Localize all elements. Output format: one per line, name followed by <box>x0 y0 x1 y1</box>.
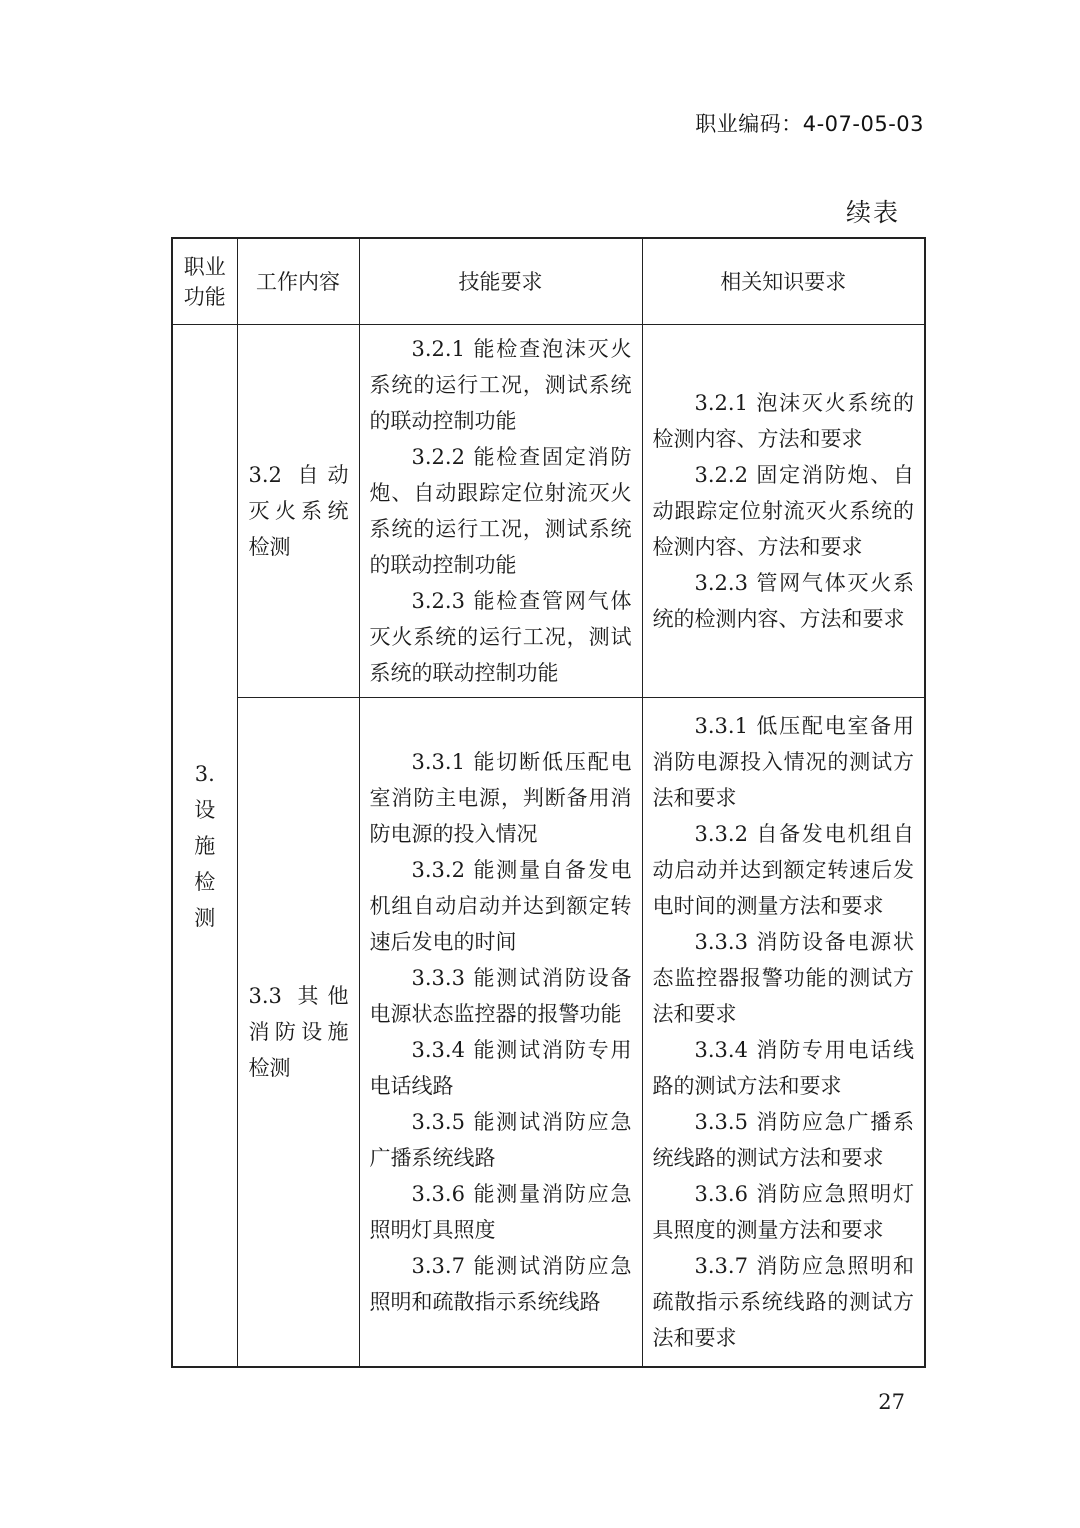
knowledge-item: 3.2.3 管网气体灭火系统的检测内容、方法和要求 <box>652 571 914 631</box>
knowledge-cell <box>642 698 925 1368</box>
knowledge-item: 3.3.6 消防应急照明灯具照度的测量方法和要求 <box>652 1182 914 1242</box>
knowledge-item: 3.3.1 低压配电室备用消防电源投入情况的测试方法和要求 <box>652 714 914 810</box>
function-cell: 3. 设 施 检 测 <box>172 325 237 1368</box>
standards-table <box>171 237 926 1368</box>
knowledge-item: 3.3.3 消防设备电源状态监控器报警功能的测试方法和要求 <box>652 930 914 1026</box>
knowledge-item: 3.2.1 泡沫灭火系统的检测内容、方法和要求 <box>652 391 914 451</box>
skill-item: 3.2.2 能检查固定消防炮、自动跟踪定位射流灭火系统的运行工况，测试系统的联动控制功能 <box>369 445 632 577</box>
skills-cell <box>359 325 642 698</box>
occupation-code: 职业编码：4-07-05-03 <box>695 112 924 136</box>
header-skill-requirements: 技能要求 <box>359 238 642 325</box>
table-row <box>172 325 925 698</box>
skill-item: 3.2.1 能检查泡沫灭火系统的运行工况，测试系统的联动控制功能 <box>369 337 632 433</box>
header-work-content: 工作内容 <box>237 238 359 325</box>
work-content-cell: 3.3 其他消防设施检测 <box>237 698 359 1368</box>
skill-item: 3.3.3 能测试消防设备电源状态监控器的报警功能 <box>369 966 632 1026</box>
header-knowledge-requirements: 相关知识要求 <box>642 238 925 325</box>
skill-item: 3.3.6 能测量消防应急照明灯具照度 <box>369 1182 632 1242</box>
page-number: 27 <box>878 1390 905 1414</box>
work-content-cell: 3.2 自动灭火系统检测 <box>237 325 359 698</box>
knowledge-item: 3.3.5 消防应急广播系统线路的测试方法和要求 <box>652 1110 914 1170</box>
knowledge-item: 3.3.7 消防应急照明和疏散指示系统线路的测试方法和要求 <box>652 1254 914 1350</box>
header-function: 职业 功能 <box>172 238 237 325</box>
skill-item: 3.2.3 能检查管网气体灭火系统的运行工况，测试系统的联动控制功能 <box>369 589 632 685</box>
skills-cell <box>359 698 642 1368</box>
knowledge-cell <box>642 325 925 698</box>
table-row <box>172 698 925 1368</box>
knowledge-item: 3.3.2 自备发电机组自动启动并达到额定转速后发电时间的测量方法和要求 <box>652 822 914 918</box>
skill-item: 3.3.1 能切断低压配电室消防主电源，判断备用消防电源的投入情况 <box>369 750 632 846</box>
skill-item: 3.3.2 能测量自备发电机组自动启动并达到额定转速后发电的时间 <box>369 858 632 954</box>
continued-label: 续表 <box>845 198 900 227</box>
knowledge-item: 3.2.2 固定消防炮、自动跟踪定位射流灭火系统的检测内容、方法和要求 <box>652 463 914 559</box>
table-header-row <box>172 238 925 325</box>
skill-item: 3.3.7 能测试消防应急照明和疏散指示系统线路 <box>369 1254 632 1314</box>
skill-item: 3.3.4 能测试消防专用电话线路 <box>369 1038 632 1098</box>
skill-item: 3.3.5 能测试消防应急广播系统线路 <box>369 1110 632 1170</box>
knowledge-item: 3.3.4 消防专用电话线路的测试方法和要求 <box>652 1038 914 1098</box>
